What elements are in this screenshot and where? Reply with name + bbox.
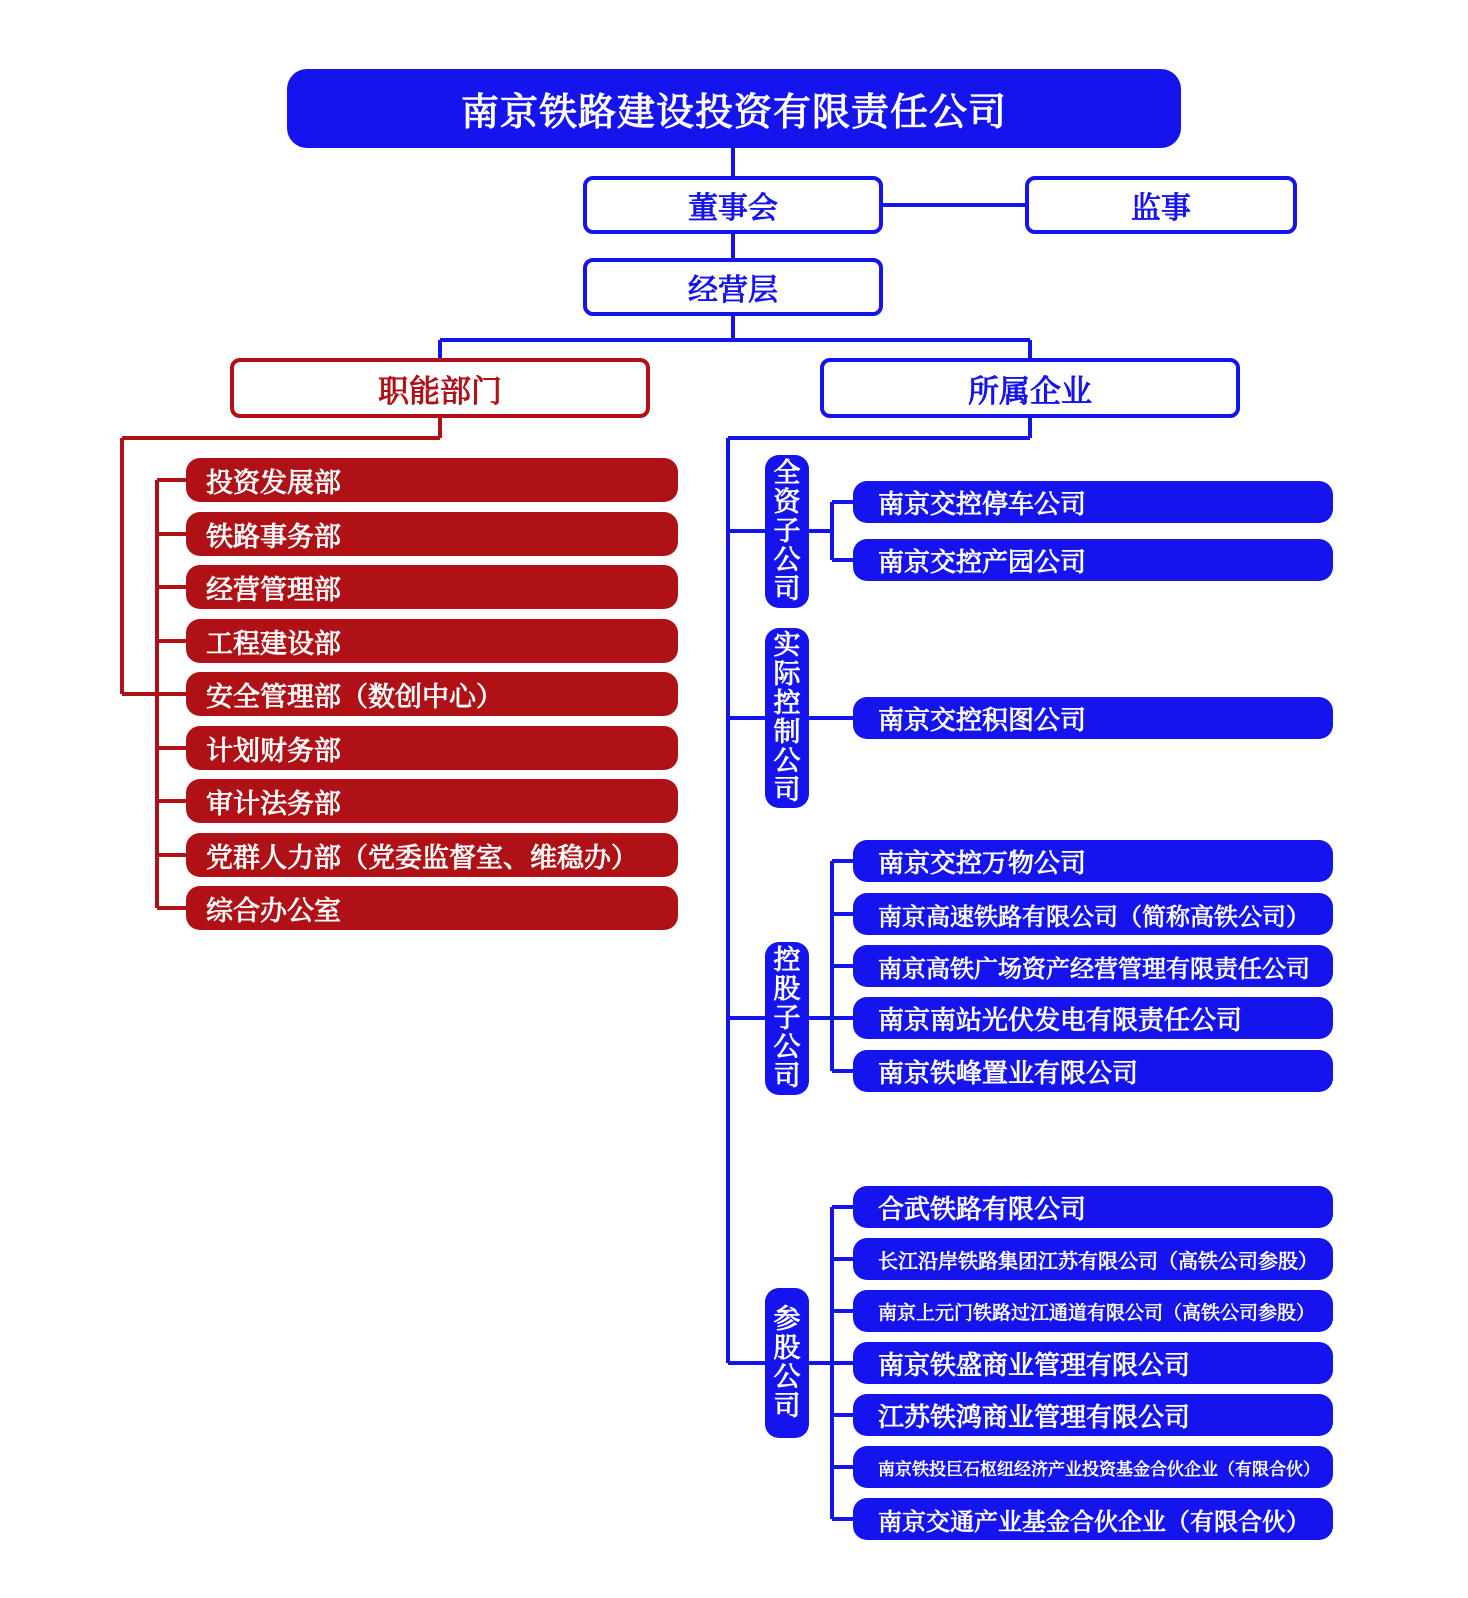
company-node: 南京铁峰置业有限公司: [853, 1050, 1333, 1092]
department-node: 铁路事务部: [186, 512, 678, 556]
group-actual-control-companies: [765, 628, 809, 808]
department-node: 经营管理部: [186, 565, 678, 609]
company-node: 南京高速铁路有限公司（简称高铁公司）: [853, 893, 1333, 935]
company-node: 南京交控停车公司: [853, 481, 1333, 523]
company-node: 南京南站光伏发电有限责任公司: [853, 997, 1333, 1039]
company-node: 南京交控万物公司: [853, 840, 1333, 882]
group-label: 全资子公司: [773, 458, 801, 604]
department-node: 安全管理部（数创中心）: [186, 672, 678, 716]
company-node: 南京上元门铁路过江通道有限公司（高铁公司参股）: [853, 1290, 1333, 1332]
group-label: 参股公司: [773, 1304, 801, 1421]
company-node: 南京交控积图公司: [853, 697, 1333, 739]
company-node: 南京高铁广场资产经营管理有限责任公司: [853, 945, 1333, 987]
company-node: 长江沿岸铁路集团江苏有限公司（高铁公司参股）: [853, 1238, 1333, 1280]
company-node: 江苏铁鸿商业管理有限公司: [853, 1394, 1333, 1436]
management-node: 经营层: [583, 258, 883, 316]
board-node: 董事会: [583, 176, 883, 234]
company-node: 南京铁盛商业管理有限公司: [853, 1342, 1333, 1384]
company-node: 南京交控产园公司: [853, 539, 1333, 581]
company-root-node: 南京铁路建设投资有限责任公司: [287, 69, 1181, 148]
group-label: 实际控制公司: [773, 630, 801, 805]
department-node: 计划财务部: [186, 726, 678, 770]
department-node: 审计法务部: [186, 779, 678, 823]
group-label: 控股子公司: [773, 945, 801, 1091]
company-node: 南京交通产业基金合伙企业（有限合伙）: [853, 1498, 1333, 1540]
department-node: 党群人力部（党委监督室、维稳办）: [186, 833, 678, 877]
supervisors-node: 监事: [1025, 176, 1297, 234]
department-node: 综合办公室: [186, 886, 678, 930]
company-node: 合武铁路有限公司: [853, 1186, 1333, 1228]
group-holding-subsidiaries: [765, 942, 809, 1095]
department-node: 工程建设部: [186, 619, 678, 663]
company-node: 南京铁投巨石枢纽经济产业投资基金合伙企业（有限合伙）: [853, 1446, 1333, 1488]
group-equity-participation-companies: [765, 1288, 809, 1438]
functional-departments-header: 职能部门: [230, 358, 650, 418]
affiliated-enterprises-header: 所属企业: [820, 358, 1240, 418]
group-wholly-owned-subsidiaries: [765, 455, 809, 608]
department-node: 投资发展部: [186, 458, 678, 502]
